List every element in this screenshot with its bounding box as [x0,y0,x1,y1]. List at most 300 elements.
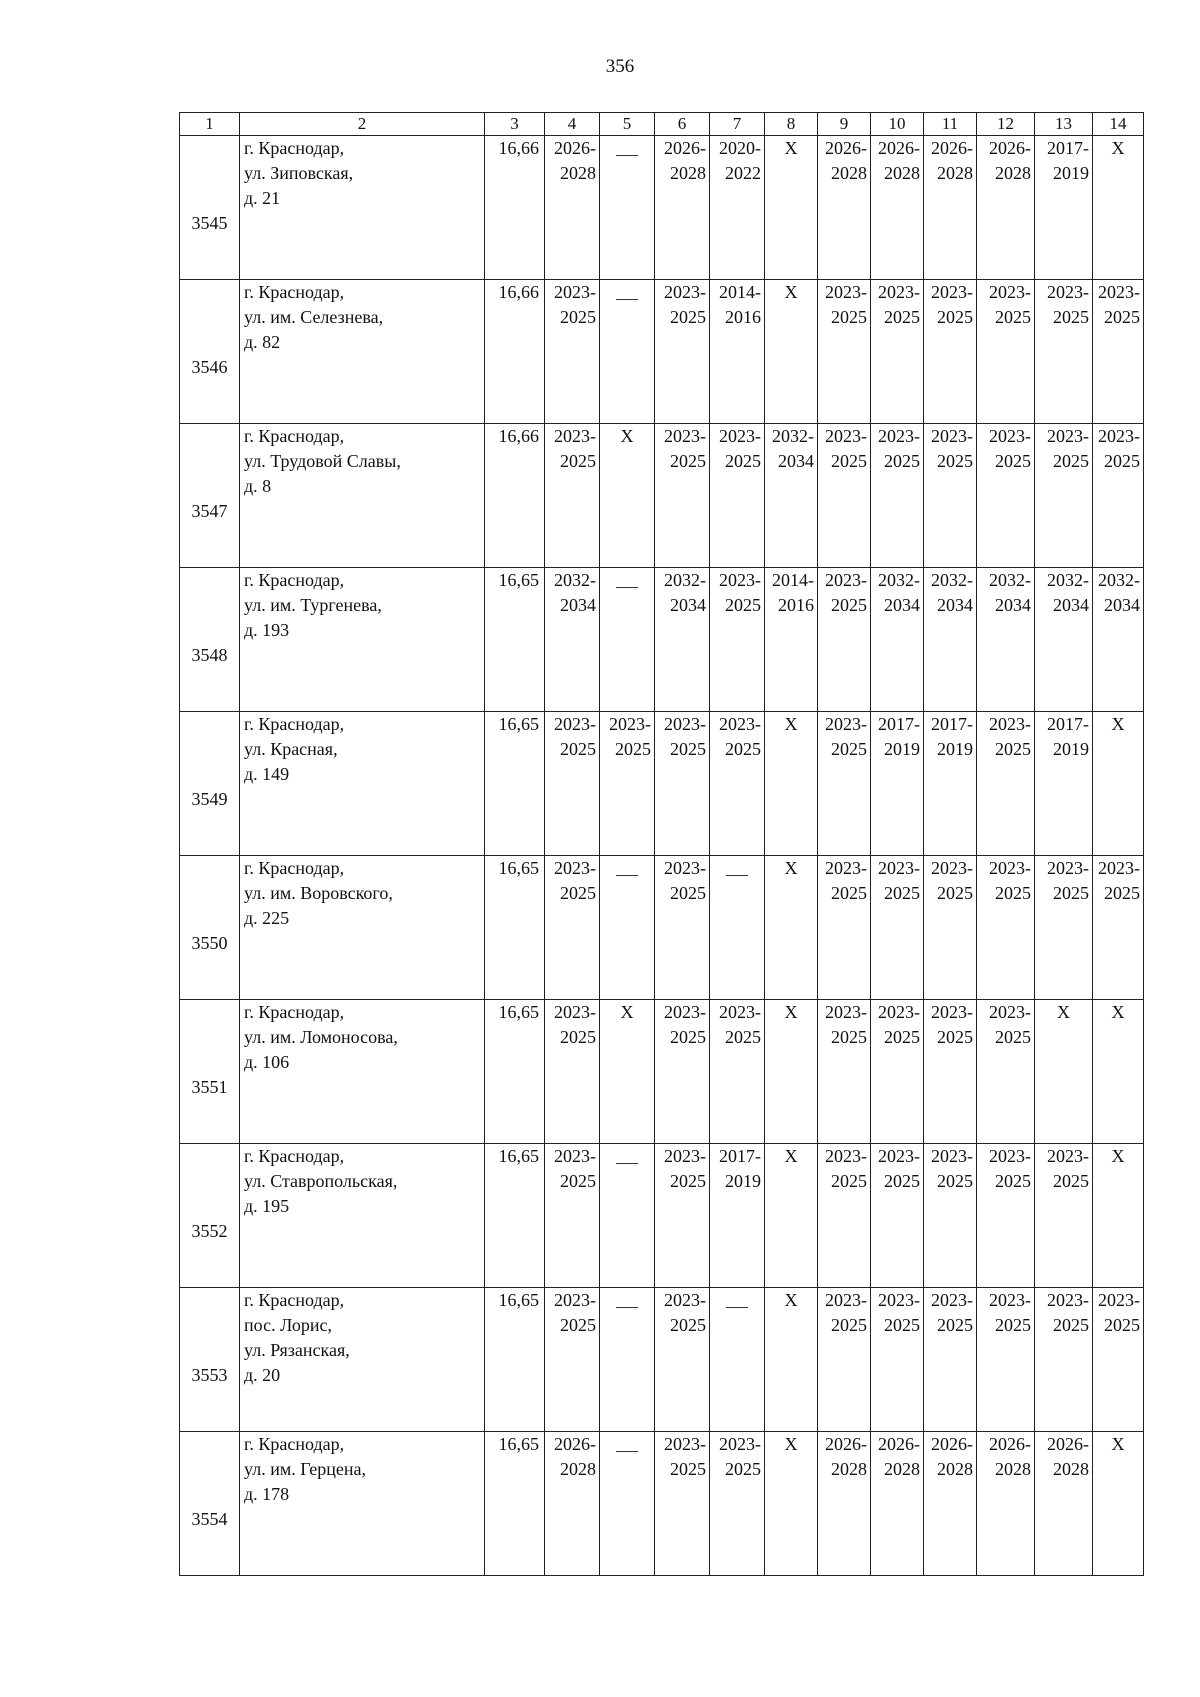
year-value: 2032- [772,426,814,446]
year-value: 2022 [725,163,761,183]
year-value: 2025 [670,883,706,903]
year-value: 2023- [554,1290,596,1310]
year-range-cell [924,136,977,280]
year-range-cell [655,136,710,280]
x-mark-cell: X [765,1288,818,1432]
year-value: 2025 [560,1027,596,1047]
year-range-cell [977,712,1035,856]
year-value: 2023- [719,426,761,446]
year-range-cell [545,1432,600,1576]
year-value: 2023- [1098,282,1140,302]
area-cell: 16,66 [485,424,545,568]
year-value: 2025 [995,1315,1031,1335]
year-range-cell [545,856,600,1000]
year-value: 2017- [1047,714,1089,734]
year-value: 2034 [560,595,596,615]
address-line: д. 21 [244,188,281,208]
year-value: 2025 [725,1027,761,1047]
year-range-cell [545,712,600,856]
year-value: 2034 [1104,595,1140,615]
year-value: 2025 [1104,883,1140,903]
year-value: 2028 [884,163,920,183]
year-value: 2034 [778,451,814,471]
address-line: ул. им. Ломоносова, [244,1027,398,1047]
year-value: 2032- [1047,570,1089,590]
year-value: 2014- [772,570,814,590]
address-line: д. 193 [244,620,290,640]
table-row [180,568,1144,712]
address-cell [240,1432,485,1576]
year-value: 2025 [1104,307,1140,327]
year-range-cell [924,1000,977,1144]
x-mark-cell: X [765,1000,818,1144]
year-range-cell [710,136,765,280]
year-value: 2025 [560,1171,596,1191]
column-header-9: 9 [818,113,871,136]
year-value: 2020- [719,138,761,158]
year-range-cell [818,568,871,712]
year-value: 2023- [664,282,706,302]
year-range-cell [1035,712,1093,856]
year-value: 2025 [560,1315,596,1335]
year-range-cell [765,424,818,568]
year-value: 2025 [937,451,973,471]
address-line: г. Краснодар, [244,1434,345,1454]
year-value: 2023- [931,1290,973,1310]
table-row [180,136,1144,280]
address-line: ул. Ставропольская, [244,1171,398,1191]
year-value: 2025 [831,595,867,615]
column-header-11: 11 [924,113,977,136]
address-line: д. 195 [244,1196,290,1216]
dash-cell [600,1144,655,1288]
year-value: 2026- [931,1434,973,1454]
year-range-cell [818,712,871,856]
year-value: 2026- [878,1434,920,1454]
year-value: 2028 [995,163,1031,183]
address-line: г. Краснодар, [244,426,345,446]
year-range-cell [924,856,977,1000]
year-range-cell [818,1000,871,1144]
address-cell [240,424,485,568]
year-value: 2032- [989,570,1031,590]
year-value: 2025 [1053,1315,1089,1335]
year-range-cell [710,424,765,568]
x-mark-cell: X [765,1144,818,1288]
year-value: 2017- [719,1146,761,1166]
year-range-cell [545,1288,600,1432]
year-value: 2026- [989,1434,1031,1454]
x-mark-cell: X [600,1000,655,1144]
dash-mark [616,1307,638,1308]
year-value: 2023- [825,1146,867,1166]
row-number: 3545 [180,136,240,280]
column-header-3: 3 [485,113,545,136]
year-range-cell [765,568,818,712]
dash-cell [600,856,655,1000]
year-range-cell [924,280,977,424]
year-value: 2023- [1047,858,1089,878]
year-value: 2023- [664,858,706,878]
year-value: 2023- [1047,1146,1089,1166]
year-value: 2025 [831,739,867,759]
table-row [180,856,1144,1000]
table-row [180,280,1144,424]
year-range-cell [1093,280,1144,424]
year-range-cell [710,280,765,424]
year-value: 2025 [1053,1171,1089,1191]
address-line: д. 8 [244,476,272,496]
column-header-13: 13 [1035,113,1093,136]
year-value: 2023- [664,1146,706,1166]
area-cell: 16,66 [485,280,545,424]
year-value: 2019 [884,739,920,759]
x-mark-cell: X [1093,1432,1144,1576]
year-range-cell [710,1144,765,1288]
dash-cell [600,568,655,712]
year-value: 2034 [670,595,706,615]
year-range-cell [818,1432,871,1576]
year-range-cell [871,568,924,712]
address-cell [240,712,485,856]
year-range-cell [871,136,924,280]
year-value: 2023- [1047,282,1089,302]
dash-mark [616,299,638,300]
year-value: 2025 [560,739,596,759]
year-range-cell [1035,424,1093,568]
year-value: 2025 [937,883,973,903]
year-range-cell [977,1432,1035,1576]
year-value: 2025 [884,1315,920,1335]
year-value: 2025 [995,883,1031,903]
year-value: 2023- [1047,1290,1089,1310]
x-mark-cell: X [1093,136,1144,280]
year-value: 2023- [554,282,596,302]
address-line: г. Краснодар, [244,138,345,158]
dash-mark [726,1307,748,1308]
address-line: г. Краснодар, [244,1146,345,1166]
address-cell [240,1288,485,1432]
year-range-cell [600,712,655,856]
address-line: г. Краснодар, [244,1290,345,1310]
year-value: 2028 [1053,1459,1089,1479]
year-value: 2023- [878,1146,920,1166]
year-range-cell [871,1432,924,1576]
year-range-cell [710,1000,765,1144]
year-range-cell [655,856,710,1000]
year-value: 2025 [725,1459,761,1479]
year-value: 2025 [995,451,1031,471]
address-line: г. Краснодар, [244,570,345,590]
table-row [180,1000,1144,1144]
year-value: 2023- [878,858,920,878]
year-range-cell [1035,856,1093,1000]
address-line: д. 225 [244,908,290,928]
year-range-cell [1035,568,1093,712]
year-value: 2023- [989,282,1031,302]
year-value: 2016 [778,595,814,615]
year-range-cell [977,568,1035,712]
year-value: 2025 [937,1171,973,1191]
address-line: ул. Рязанская, [244,1340,350,1360]
year-range-cell [924,424,977,568]
address-line: ул. им. Селезнева, [244,307,384,327]
year-value: 2025 [831,1171,867,1191]
year-value: 2023- [554,858,596,878]
year-range-cell [818,424,871,568]
year-range-cell [1035,280,1093,424]
year-value: 2023- [825,426,867,446]
row-number: 3550 [180,856,240,1000]
column-header-4: 4 [545,113,600,136]
year-value: 2028 [937,1459,973,1479]
year-value: 2023- [825,570,867,590]
year-range-cell [710,1432,765,1576]
year-value: 2023- [931,1146,973,1166]
address-line: ул. им. Тургенева, [244,595,382,615]
x-mark-cell: X [765,136,818,280]
year-value: 2014- [719,282,761,302]
column-header-6: 6 [655,113,710,136]
year-value: 2025 [937,1315,973,1335]
year-value: 2025 [725,451,761,471]
year-value: 2023- [989,1146,1031,1166]
year-range-cell [871,1000,924,1144]
year-value: 2025 [1104,1315,1140,1335]
year-value: 2025 [615,739,651,759]
dash-cell [710,856,765,1000]
year-value: 2026- [825,1434,867,1454]
address-cell [240,136,485,280]
year-value: 2023- [1047,426,1089,446]
table-body [180,136,1144,1576]
year-value: 2028 [670,163,706,183]
year-value: 2028 [937,163,973,183]
year-range-cell [818,136,871,280]
year-value: 2026- [825,138,867,158]
column-header-7: 7 [710,113,765,136]
column-header-8: 8 [765,113,818,136]
year-value: 2026- [1047,1434,1089,1454]
row-number: 3549 [180,712,240,856]
year-value: 2025 [1053,307,1089,327]
year-value: 2023- [989,714,1031,734]
address-line: д. 20 [244,1365,281,1385]
year-value: 2025 [725,595,761,615]
year-value: 2028 [560,1459,596,1479]
x-mark-cell: X [600,424,655,568]
area-cell: 16,65 [485,1000,545,1144]
area-cell: 16,65 [485,1144,545,1288]
row-number: 3551 [180,1000,240,1144]
year-range-cell [977,1288,1035,1432]
year-value: 2023- [878,1290,920,1310]
year-value: 2032- [1098,570,1140,590]
year-value: 2019 [725,1171,761,1191]
year-range-cell [977,280,1035,424]
year-range-cell [924,1432,977,1576]
year-value: 2025 [884,451,920,471]
column-header-12: 12 [977,113,1035,136]
area-cell: 16,65 [485,856,545,1000]
area-cell: 16,65 [485,712,545,856]
area-cell: 16,66 [485,136,545,280]
year-value: 2023- [931,426,973,446]
year-value: 2017- [1047,138,1089,158]
year-range-cell [871,1144,924,1288]
page-number: 356 [605,56,635,77]
year-value: 2023- [931,858,973,878]
year-range-cell [545,1000,600,1144]
year-value: 2023- [825,714,867,734]
year-range-cell [924,568,977,712]
year-value: 2017- [931,714,973,734]
year-value: 2034 [1053,595,1089,615]
year-range-cell [545,136,600,280]
address-line: ул. Зиповская, [244,163,354,183]
year-value: 2023- [989,1290,1031,1310]
year-range-cell [871,856,924,1000]
dash-mark [616,1451,638,1452]
x-mark-cell: X [765,856,818,1000]
address-cell [240,1144,485,1288]
area-cell: 16,65 [485,1288,545,1432]
address-line: д. 149 [244,764,290,784]
year-range-cell [655,1432,710,1576]
year-range-cell [655,424,710,568]
year-range-cell [710,568,765,712]
table-row [180,1288,1144,1432]
year-value: 2023- [931,282,973,302]
year-value: 2023- [554,1002,596,1022]
year-range-cell [924,1144,977,1288]
year-value: 2023- [664,1290,706,1310]
year-range-cell [871,1288,924,1432]
address-line: д. 178 [244,1484,290,1504]
year-range-cell [655,280,710,424]
year-value: 2025 [831,1315,867,1335]
address-line: д. 106 [244,1052,290,1072]
year-value: 2025 [1053,883,1089,903]
year-value: 2025 [884,1171,920,1191]
year-range-cell [655,1144,710,1288]
dash-mark [726,875,748,876]
year-range-cell [977,1000,1035,1144]
year-range-cell [1035,136,1093,280]
year-range-cell [1035,1288,1093,1432]
year-value: 2023- [554,1146,596,1166]
row-number: 3553 [180,1288,240,1432]
year-value: 2032- [878,570,920,590]
year-value: 2025 [937,307,973,327]
year-range-cell [710,712,765,856]
year-value: 2026- [554,138,596,158]
year-value: 2023- [1098,426,1140,446]
year-value: 2023- [825,858,867,878]
year-value: 2025 [670,1171,706,1191]
address-line: г. Краснодар, [244,714,345,734]
table-row [180,424,1144,568]
year-value: 2028 [831,1459,867,1479]
year-value: 2032- [664,570,706,590]
year-value: 2023- [878,282,920,302]
year-value: 2026- [989,138,1031,158]
column-header-14: 14 [1093,113,1144,136]
dash-cell [600,280,655,424]
year-value: 2025 [670,451,706,471]
year-value: 2023- [931,1002,973,1022]
year-range-cell [1093,424,1144,568]
address-cell [240,568,485,712]
year-value: 2025 [995,739,1031,759]
year-value: 2019 [937,739,973,759]
x-mark-cell: X [1093,1144,1144,1288]
year-value: 2028 [884,1459,920,1479]
address-line: ул. им. Герцена, [244,1459,366,1479]
year-value: 2023- [825,1290,867,1310]
year-range-cell [1035,1432,1093,1576]
year-value: 2028 [831,163,867,183]
column-header-5: 5 [600,113,655,136]
year-range-cell [655,1000,710,1144]
address-line: ул. Трудовой Славы, [244,451,401,471]
year-value: 2025 [670,307,706,327]
year-range-cell [871,280,924,424]
year-value: 2025 [831,1027,867,1047]
table-row [180,1432,1144,1576]
year-value: 2025 [831,883,867,903]
address-cell [240,280,485,424]
column-header-10: 10 [871,113,924,136]
table-row [180,712,1144,856]
year-range-cell [545,568,600,712]
area-cell: 16,65 [485,568,545,712]
year-range-cell [924,712,977,856]
row-number: 3552 [180,1144,240,1288]
year-value: 2025 [995,307,1031,327]
address-line: ул. им. Воровского, [244,883,393,903]
year-value: 2025 [670,1027,706,1047]
year-value: 2025 [560,307,596,327]
year-range-cell [655,568,710,712]
column-header-1: 1 [180,113,240,136]
year-value: 2034 [995,595,1031,615]
year-value: 2026- [931,138,973,158]
year-value: 2025 [937,1027,973,1047]
address-line: пос. Лорис, [244,1315,332,1335]
year-range-cell [545,280,600,424]
year-range-cell [545,1144,600,1288]
year-value: 2025 [670,739,706,759]
address-cell [240,1000,485,1144]
address-line: г. Краснодар, [244,858,345,878]
year-value: 2019 [1053,739,1089,759]
year-range-cell [655,1288,710,1432]
row-number: 3546 [180,280,240,424]
year-value: 2025 [884,307,920,327]
year-range-cell [1035,1144,1093,1288]
year-value: 2019 [1053,163,1089,183]
year-value: 2034 [884,595,920,615]
year-range-cell [977,424,1035,568]
dash-cell [600,136,655,280]
year-value: 2023- [719,714,761,734]
dash-mark [616,875,638,876]
year-value: 2023- [664,714,706,734]
year-value: 2026- [878,138,920,158]
year-value: 2023- [825,1002,867,1022]
year-range-cell [545,424,600,568]
